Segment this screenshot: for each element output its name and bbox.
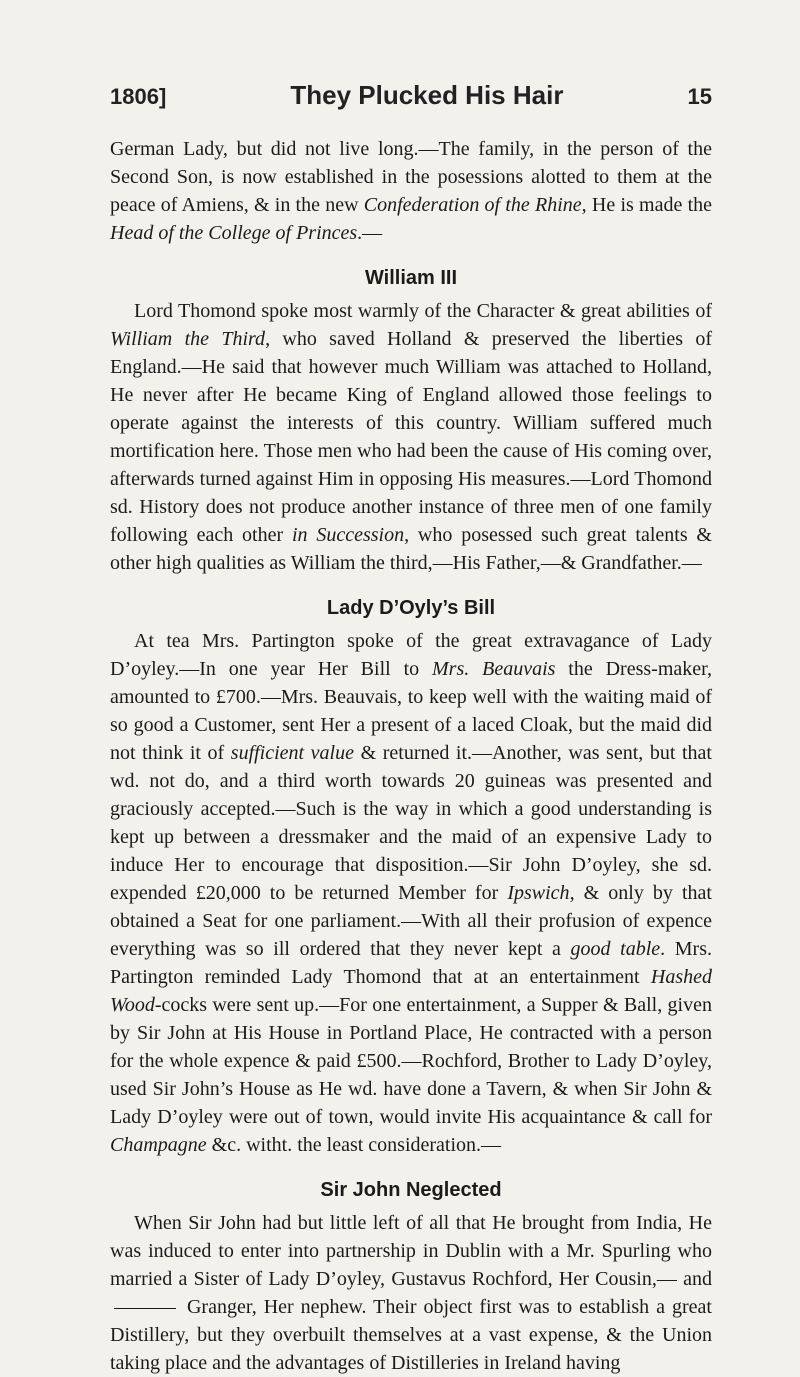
- page-number: 15: [687, 84, 712, 109]
- section-heading-sir-john-neglected: Sir John Neglected: [320, 1179, 502, 1201]
- blank-name-dash: [114, 1308, 176, 1309]
- section-heading-william-iii: William III: [364, 267, 458, 289]
- header-year: 1806]: [110, 84, 167, 109]
- william-iii-paragraph: Lord Thomond spoke most warmly of the Character & great abilities of William the Third, who saved Holland & preserved the liberties of England.—He said that however much William was attached to Holland, He never after He became King of England allowed those feelings to operate against the interests of this country. William suffered much mortification here. Those men who had been the cause of His coming over, afterwards turned against Him in opposing His measures.—Lord Thomond sd. History does not produce another instance of three men of one family following each other in Succession, who posessed such great talents & other high qualities as William the third,—His Father,—& Grandfather.—: [110, 300, 712, 574]
- running-header: [110, 80, 712, 120]
- body-text: [110, 135, 712, 1377]
- lady-doylys-bill-paragraph: At tea Mrs. Partington spoke of the great extravagance of Lady D’oyley.—In one year Her Bill to Mrs. Beauvais the Dress-maker, amounted to £700.—Mrs. Beauvais, to keep well with the waiting maid of so good a Customer, sent Her a present of a laced Cloak, but the maid did not think it of sufficient value & returned it.—Another, was sent, but that wd. not do, and a third worth towards 20 guineas was presented and graciously accepted.—Such is the way in which a good understanding is kept up between a dressmaker and the maid of an expensive Lady to induce Her to encourage that disposition.—Sir John D’oyley, she sd. expended £20,000 to be returned Member for Ipswich, & only by that obtained a Seat for one parliament.—With all their profusion of expence everything was so ill ordered that they never kept a good table. Mrs. Partington reminded Lady Thomond that at an entertainment Hashed Wood-cocks were sent up.—For one entertainment, a Supper & Ball, given by Sir John at His House in Portland Place, He contracted with a person for the whole expence & paid £500.—Rochford, Brother to Lady D’oyley, used Sir John’s House as He wd. have done a Tavern, & when Sir John & Lady D’oyley were out of town, would invite His acquaintance & call for Champagne &c. witht. the least consideration.—: [110, 630, 713, 1156]
- section-heading-lady-doylys-bill: Lady D’Oyly’s Bill: [326, 597, 496, 619]
- intro-paragraph: German Lady, but did not live long.—The family, in the person of the Second Son, is now established in the posessions alotted to them at the peace of Amiens, & in the new Confederation of the Rhine, He is made the Head of the College of Princes.—: [110, 138, 713, 244]
- chapter-title: They Plucked His Hair: [290, 80, 564, 110]
- sir-john-neglected-paragraph: When Sir John had but little left of all that He brought from India, He was induced to enter into partnership in Dublin with a Mr. Spurling who married a Sister of Lady D’oyley, Gustavus Rochford, Her Cousin,— and Granger, Her nephew. Their object first was to establish a great Distillery, but they overbuilt themselves at a vast expense, & the Union taking place and the advantages of Distilleries in Ireland having: [110, 1212, 712, 1374]
